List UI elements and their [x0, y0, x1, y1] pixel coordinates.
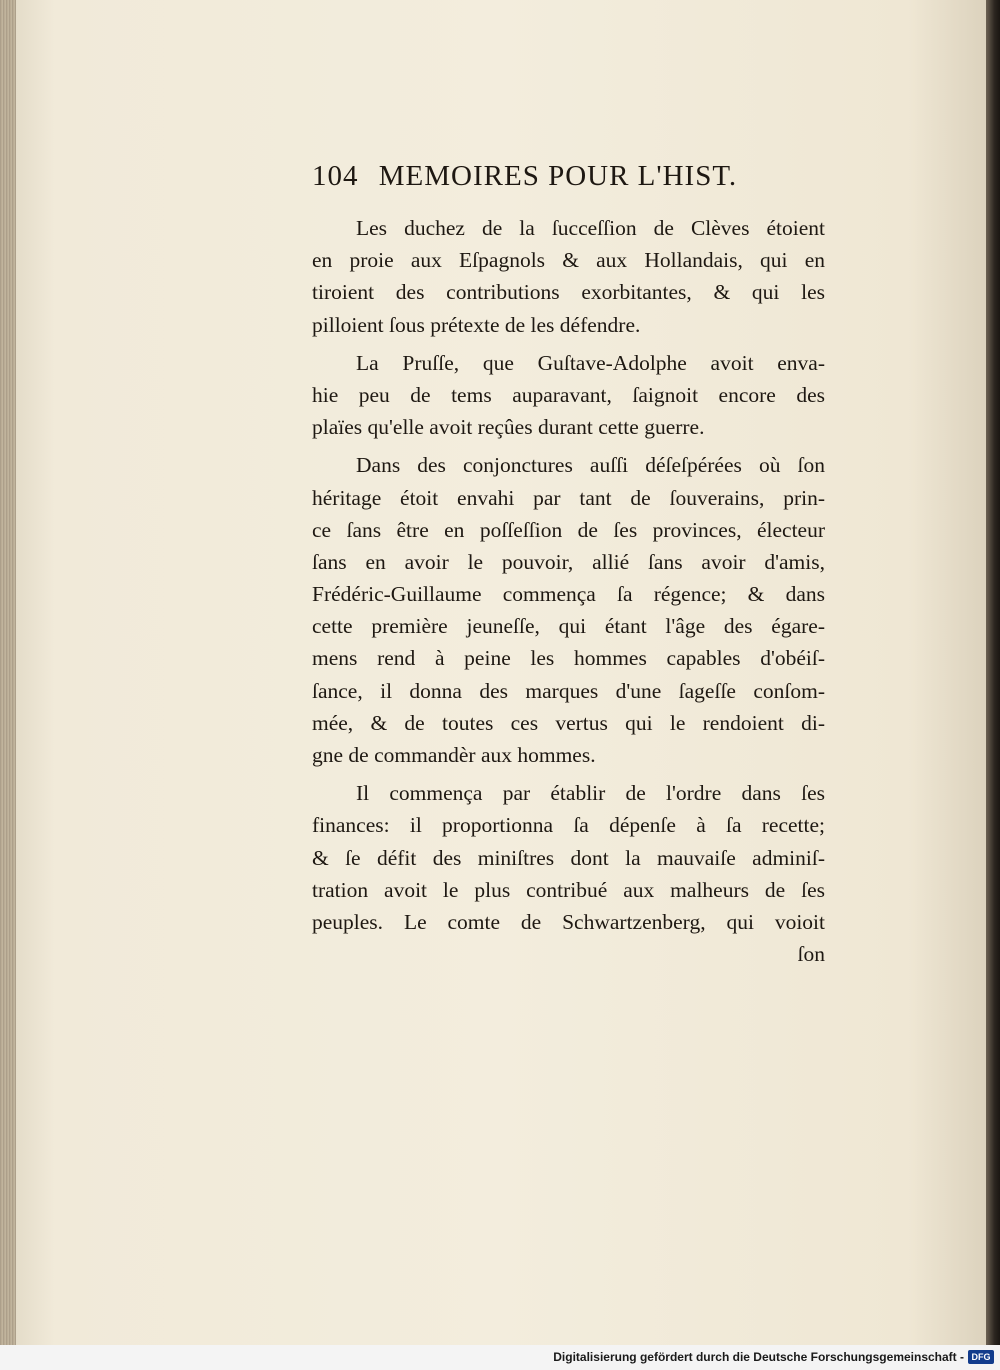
- paragraph-3: [312, 449, 825, 771]
- text-line: finances: il proportionna ſa dépenſe à ſa recette;: [312, 813, 825, 838]
- text-line: hie peu de tems auparavant, ſaignoit encore des: [312, 382, 825, 407]
- text-line: ſans en avoir le pouvoir, allié ſans avoir d'amis,: [312, 549, 825, 574]
- text-line: Il commença par établir de l'ordre dans ſes: [356, 781, 825, 806]
- running-title: MEMOIRES POUR L'HIST.: [378, 160, 738, 192]
- book-page: [16, 0, 986, 1345]
- text-line: mée, & de toutes ces vertus qui le rendoient di-: [312, 710, 825, 735]
- text-line: peuples. Le comte de Schwartzenberg, qui voioit: [312, 909, 825, 934]
- text-line: Frédéric-Guillaume commença ſa régence; & dans: [312, 582, 825, 607]
- paragraph-1: [312, 212, 825, 341]
- text-line: tiroient des contributions exorbitantes, & qui les: [312, 280, 825, 305]
- running-header: [312, 160, 832, 200]
- text-line: Les duchez de la ſucceſſion de Clèves étoient: [356, 216, 825, 240]
- book-page-edges: [0, 0, 16, 1345]
- text-line: ce ſans être en poſſeſſion de ſes provinces, électeur: [312, 517, 825, 542]
- text-line: gne de commandèr aux hommes.: [312, 743, 596, 767]
- page-number: 104: [312, 160, 359, 192]
- digitization-footer: [0, 1345, 1000, 1370]
- text-line: héritage étoit envahi par tant de ſouverains, prin-: [312, 485, 825, 510]
- paragraph-2: [312, 347, 825, 444]
- text-line: & ſe défit des miniſtres dont la mauvaiſe adminiſ-: [312, 845, 825, 870]
- text-line: plaïes qu'elle avoit reçûes durant cette guerre.: [312, 415, 705, 440]
- text-line: pilloient ſous prétexte de les défendre.: [312, 312, 641, 337]
- body-text: [312, 212, 825, 970]
- paragraph-4: [312, 777, 825, 938]
- text-line: tration avoit le plus contribué aux malheurs de ſes: [312, 877, 825, 902]
- text-line: ſance, il donna des marques d'une ſageſſe conſom-: [312, 678, 825, 703]
- footer-credit-text: Digitalisierung gefördert durch die Deutsche Forschungsgemeinschaft -: [553, 1350, 964, 1364]
- catchword: ſon: [797, 942, 825, 967]
- text-line: Dans des conjonctures auſſi déſeſpérées où ſon: [356, 453, 825, 478]
- dfg-logo: DFG: [968, 1350, 994, 1364]
- text-line: mens rend à peine les hommes capables d'obéiſ-: [312, 646, 825, 671]
- text-line: cette première jeuneſſe, qui étant l'âge des égare-: [312, 614, 825, 639]
- text-line: La Pruſſe, que Guſtave-Adolphe avoit enva-: [356, 350, 825, 375]
- text-line: en proie aux Eſpagnols & aux Hollandais, qui en: [312, 248, 825, 273]
- book-binding: [986, 0, 1000, 1345]
